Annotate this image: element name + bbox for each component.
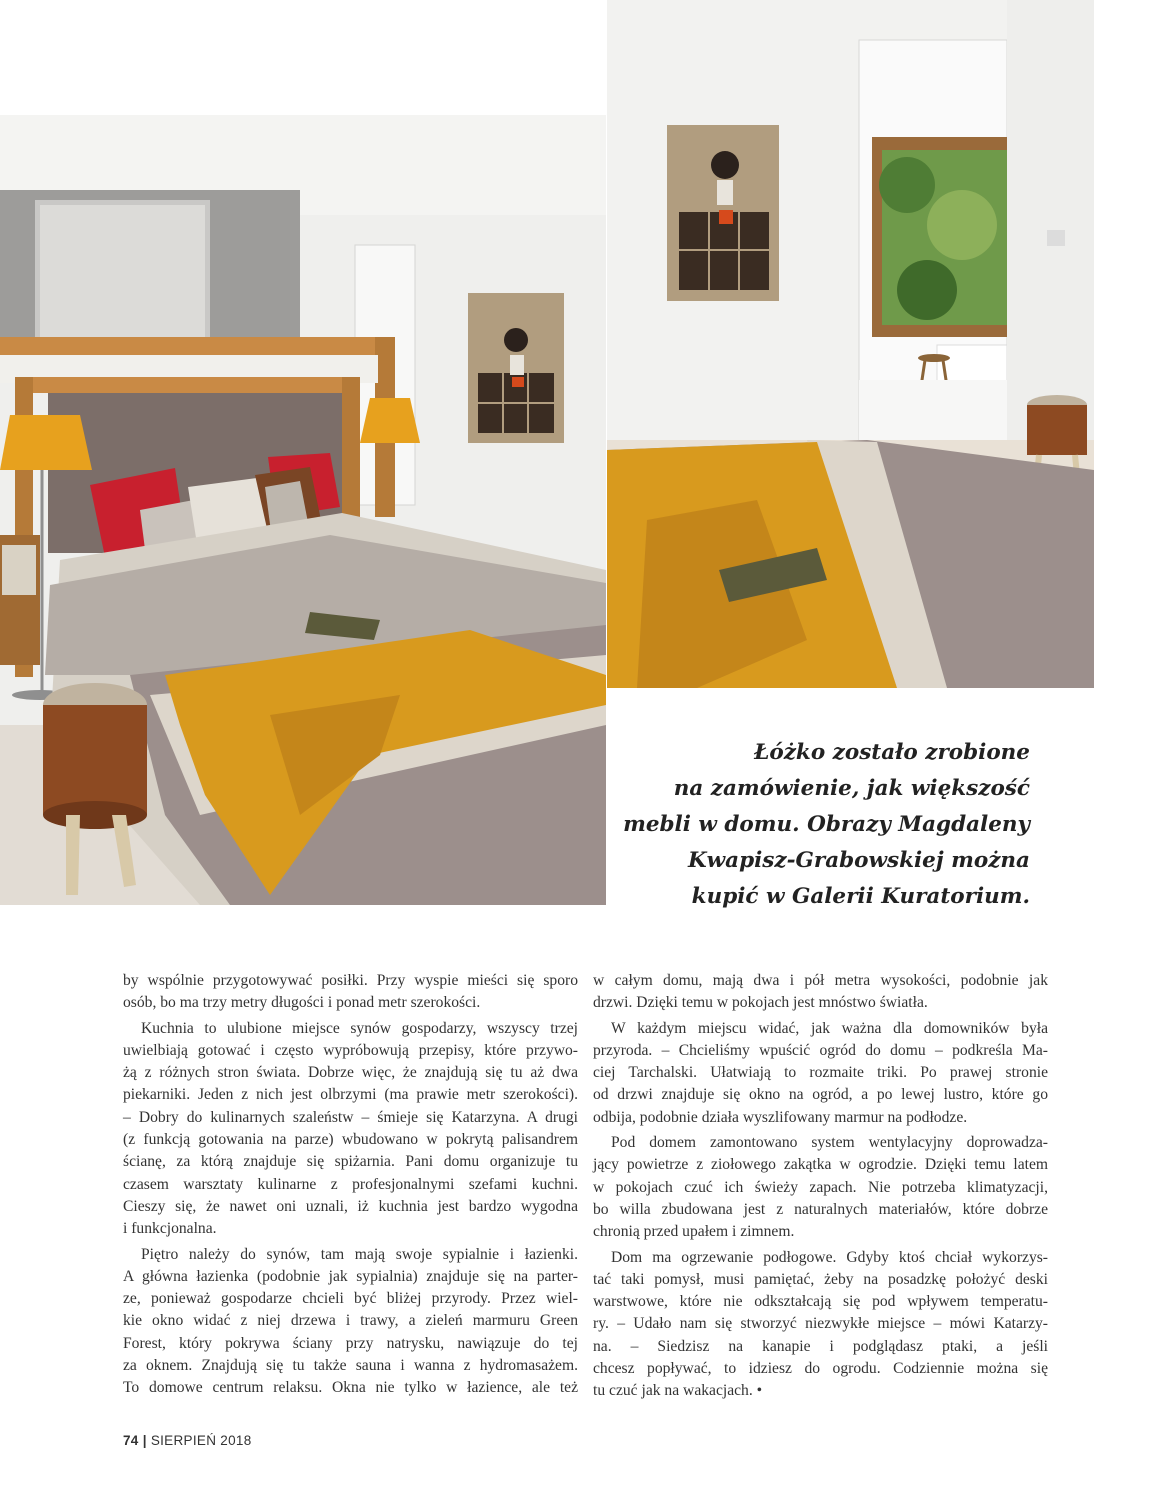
bedroom-illustration [0, 115, 606, 905]
text-line: bo willa zbudowana jest z naturalnych materiałów, które dobrze [593, 1200, 1048, 1218]
article-column-left [123, 970, 578, 1400]
text-line: i funkcjonalna. [123, 1220, 217, 1238]
caption-line: mebli w domu. Obrazy Magdaleny [623, 812, 1030, 837]
light-switch [1047, 230, 1065, 246]
text-line: W każdym miejscu widać, jak ważna dla domowników była [611, 1019, 1048, 1037]
lamp-right [360, 398, 420, 443]
text-line: ciej Tarchalski. Ułatwiają to rozmaite triki. Po prawej stronie [593, 1064, 1048, 1082]
text-line: od drzwi znajduje się okno na ogród, a po lewej lustro, które go [593, 1086, 1048, 1104]
text-line: w pokojach czuć ich świeży zapach. Nie potrzeba klimatyzacji, [593, 1178, 1048, 1196]
text-line: (z funkcją gotowania na parze) wbudowano w pokrytą palisandrem [123, 1131, 578, 1149]
text-line: jący powietrze z ziołowego zakątka w ogrodzie. Dzięki temu latem [593, 1156, 1048, 1174]
text-line: chcesz popływać, to idziesz do ogrodu. Codziennie można się [593, 1360, 1048, 1378]
text-line: by wspólnie przygotowywać posiłki. Przy wyspie mieści się sporo [123, 972, 578, 989]
text-line: ze, ponieważ gospodarze chcieli być bliżej przyrody. Przez wiel- [123, 1290, 578, 1308]
photo-caption [620, 735, 1030, 915]
text-line: na. – Siedzisz na kanapie i podglądasz ptaki, a jeśli [593, 1337, 1048, 1355]
text-line: Forest, który pokrywa ściany przy natrysku, nawiązuje do tej [123, 1334, 578, 1352]
text-line: Piętro należy do synów, tam mają swoje sypialnie i łazienki. [141, 1245, 578, 1263]
text-line: piekarniki. Jeden z nich jest olbrzymi (ma prawie metr szerokości). [123, 1086, 578, 1104]
lamp-left [0, 415, 92, 470]
text-line: kie okno widać z niej drzewa i trawy, a zieleń marmuru Green [123, 1312, 578, 1330]
text-line: ścianę, za którą znajduje się spiżarnia. Pani domu organizuje tu [123, 1153, 578, 1171]
text-line: A główna łazienka (podobnie jak sypialnia) znajduje się na parter- [123, 1267, 578, 1285]
text-line: Pod domem zamontowano system wentylacyjny doprowadza- [611, 1134, 1048, 1152]
text-line: czasem warsztaty kulinarne z profesjonalnymi szefami kuchni. [123, 1175, 578, 1193]
text-line: chronią przed upałem i zimnem. [593, 1223, 795, 1241]
text-line: odbija, podobnie działa wyszlifowany marmur na podłodze. [593, 1108, 968, 1126]
text-line: Cieszy się, że nawet oni uznali, iż kuchnia jest bardzo wygodna [123, 1197, 578, 1215]
text-line: przyroda. – Chcieliśmy wpuścić ogród do domu – podkreśla Ma- [593, 1041, 1048, 1059]
headboard-frame [0, 337, 395, 357]
text-line: w całym domu, mają dwa i pół metra wysokości, podobnie jak [593, 972, 1048, 989]
bedroom-photo [0, 115, 606, 905]
caption-line: Łóżko zostało zrobione [754, 740, 1030, 765]
text-line: ry. – Udało nam się stworzyć niezwykłe miejsce – mówi Katarzy- [593, 1315, 1048, 1333]
text-line: uwielbiają gotować i często wypróbowują przepisy, które przywo- [123, 1041, 578, 1059]
issue-date: SIERPIEŃ 2018 [150, 1433, 252, 1448]
text-line: Kuchnia to ulubione miejsce synów gospodarzy, wszyscy trzej [141, 1019, 578, 1037]
text-line: tu czuć jak na wakacjach. • [593, 1382, 763, 1400]
text-line: – Dobry do kulinarnych szaleństw – śmieje się Katarzyna. A drugi [123, 1108, 578, 1126]
article-column-right [593, 970, 1048, 1403]
caption-line: na zamówienie, jak większość [673, 776, 1030, 801]
text-line: drzwi. Dzięki temu w pokojach jest mnóstwo światła. [593, 994, 928, 1012]
caption-line: Kwapisz-Grabowskiej można [687, 848, 1030, 873]
text-line: za oknem. Znajdują się tu także sauna i wanna z hydromasażem. [123, 1357, 578, 1375]
text-line: warstwowe, które nie odkształcają się pod wpływem temperatu- [593, 1293, 1048, 1311]
text-line: osób, bo ma trzy metry długości i ponad metr szerokości. [123, 994, 481, 1012]
text-line: Dom ma ogrzewanie podłogowe. Gdyby ktoś chciał wykorzys- [611, 1248, 1048, 1266]
caption-line: kupić w Galerii Kuratorium. [691, 884, 1030, 909]
bathroom-view-photo [607, 0, 1094, 688]
text-line: To domowe centrum relaksu. Okna nie tylko w łazience, ale też [123, 1379, 578, 1397]
page-footer [123, 1433, 252, 1448]
page-number: 74 [123, 1433, 139, 1448]
bathroom-view-illustration [607, 0, 1094, 688]
text-line: tać taki pomysł, musi pamiętać, żeby na posadzkę położyć deski [593, 1270, 1048, 1288]
footer-separator: | [142, 1433, 147, 1448]
text-line: żą z różnych stron świata. Dobrze więc, że znajdują się tu aż dwa [123, 1064, 578, 1082]
